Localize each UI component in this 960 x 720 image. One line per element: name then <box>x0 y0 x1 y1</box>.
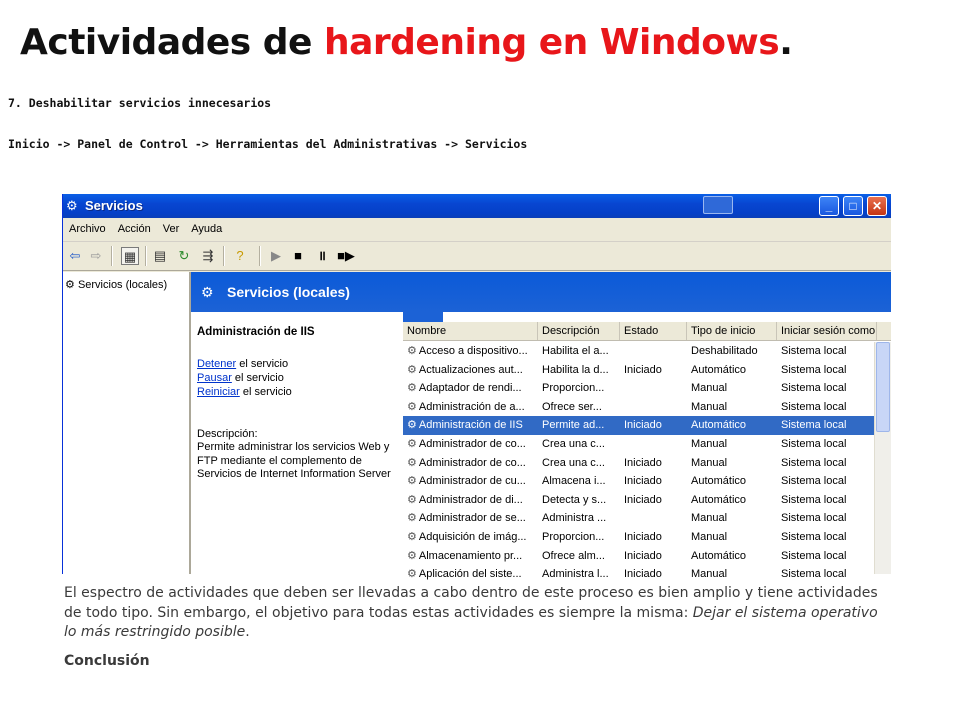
title-decoration <box>703 196 733 214</box>
cell-startup: Manual <box>691 512 728 525</box>
vertical-scrollbar[interactable] <box>874 342 891 574</box>
selected-service-name: Administración de IIS <box>197 326 315 338</box>
cell-state: Iniciado <box>624 456 662 469</box>
cell-desc: Detecta y s... <box>542 493 607 506</box>
service-gear-icon: ⚙ <box>407 345 417 357</box>
cell-startup: Automático <box>691 549 747 562</box>
cell-logon: Sistema local <box>781 363 847 376</box>
cell-logon: Sistema local <box>781 568 847 581</box>
description-text: Permite administrar los servicios Web y FTP mediante el complemento de Servicios de Internet Information Server <box>197 441 391 480</box>
service-row[interactable] <box>403 454 875 473</box>
title-bar <box>63 194 891 218</box>
close-button[interactable]: ✕ <box>867 196 887 216</box>
menu-ver[interactable]: Ver <box>162 223 180 235</box>
cell-logon: Sistema local <box>781 400 847 413</box>
cell-logon: Sistema local <box>781 419 847 432</box>
cell-startup: Manual <box>691 382 728 395</box>
pane-header <box>191 272 891 312</box>
help-icon[interactable]: ? <box>236 248 244 263</box>
cell-desc: Ofrece ser... <box>542 400 602 413</box>
cell-desc: Proporcion... <box>542 531 605 543</box>
toolbar <box>63 242 891 271</box>
list-header <box>403 322 891 341</box>
service-row[interactable] <box>403 565 875 584</box>
menu-accion[interactable]: Acción <box>117 223 151 235</box>
cell-logon: Sistema local <box>781 493 847 506</box>
cell-state <box>620 342 687 360</box>
cell-name: ⚙ Administrador de di... <box>407 493 523 506</box>
column-header-startup[interactable]: Tipo de inicio <box>687 322 777 340</box>
cell-state: Iniciado <box>624 419 662 432</box>
cell-name: ⚙ Administrador de co... <box>407 456 526 469</box>
minimize-button[interactable]: _ <box>819 196 839 216</box>
refresh-icon[interactable]: ↻ <box>178 248 190 263</box>
cell-desc: Permite ad... <box>542 419 605 432</box>
pause-icon[interactable]: ॥ <box>318 248 326 263</box>
cell-state: Iniciado <box>624 549 662 562</box>
cell-state: Iniciado <box>624 568 662 581</box>
cell-startup: Deshabilitado <box>691 345 758 357</box>
export-list-icon[interactable]: ⇶ <box>202 248 214 263</box>
cell-logon: Sistema local <box>781 382 847 395</box>
cell-desc: Ofrece alm... <box>542 549 605 562</box>
cell-logon: Sistema local <box>781 512 847 525</box>
cell-logon: Sistema local <box>781 549 847 562</box>
cell-logon: Sistema local <box>781 531 847 543</box>
cell-startup: Manual <box>691 568 728 581</box>
service-gear-icon: ⚙ <box>407 549 417 562</box>
cell-desc: Crea una c... <box>542 456 605 469</box>
service-row[interactable] <box>403 435 875 454</box>
cell-name: ⚙ Administrador de cu... <box>407 475 526 488</box>
pane-title: Servicios (locales) <box>227 284 350 300</box>
start-icon[interactable]: ▶ <box>271 248 281 263</box>
service-row[interactable] <box>403 379 875 398</box>
menu-ayuda[interactable]: Ayuda <box>191 223 223 235</box>
cell-logon: Sistema local <box>781 438 847 450</box>
services-gear-icon: ⚙ <box>66 198 78 213</box>
step-heading: 7. Deshabilitar servicios innecesarios <box>8 96 272 110</box>
service-gear-icon: ⚙ <box>407 531 417 543</box>
cell-state: Iniciado <box>624 475 662 488</box>
cell-name: ⚙ Actualizaciones aut... <box>407 363 523 376</box>
service-gear-icon: ⚙ <box>407 382 417 395</box>
cell-logon: Sistema local <box>781 456 847 469</box>
cell-name: ⚙ Adaptador de rendi... <box>407 382 522 395</box>
cell-name: ⚙ Acceso a dispositivo... <box>407 345 528 357</box>
cell-state: Iniciado <box>624 531 662 543</box>
back-icon[interactable]: ⇦ <box>69 248 81 263</box>
service-row[interactable] <box>403 361 875 380</box>
tree-node-services[interactable]: ⚙ Servicios (locales) <box>65 279 168 291</box>
conclusion-heading: Conclusión <box>64 653 150 669</box>
cell-startup: Automático <box>691 493 747 506</box>
menu-bar <box>63 219 891 242</box>
service-gear-icon: ⚙ <box>407 493 417 506</box>
service-row[interactable] <box>403 398 875 417</box>
explanation-paragraph: El espectro de actividades que deben ser llevadas a cabo dentro de este proceso es bien amplio y tiene actividades de todo tipo. Sin embargo, el objetivo para todas estas actividades es siempre la misma: Dejar el sistema operativo lo más restringido posible. <box>64 585 878 640</box>
slide-title: Actividades de hardening en Windows. <box>20 22 793 63</box>
cell-state <box>620 509 687 527</box>
stop-icon[interactable]: ■ <box>294 248 302 263</box>
cell-desc: Proporcion... <box>542 382 605 395</box>
properties-icon[interactable]: ▤ <box>153 248 167 263</box>
scrollbar-thumb[interactable] <box>876 342 890 432</box>
services-list <box>403 312 891 581</box>
service-gear-icon: ⚙ <box>407 456 417 469</box>
column-header-state[interactable]: Estado <box>620 322 687 340</box>
cell-startup: Manual <box>691 531 728 543</box>
cell-startup: Automático <box>691 475 747 488</box>
cell-name: ⚙ Administración de IIS <box>407 419 523 432</box>
menu-archivo[interactable]: Archivo <box>69 223 106 235</box>
cell-startup: Manual <box>691 456 728 469</box>
service-row[interactable] <box>403 472 875 491</box>
cell-name: ⚙ Administrador de se... <box>407 512 526 525</box>
service-gear-icon: ⚙ <box>407 363 417 376</box>
services-header-icon: ⚙ <box>201 284 214 300</box>
cell-startup: Manual <box>691 438 728 450</box>
pause-service-action: Pausar el servicio <box>197 372 284 384</box>
service-gear-icon: ⚙ <box>407 438 417 450</box>
description-label: Descripción: <box>197 428 258 440</box>
column-header-description[interactable]: Descripción <box>538 322 620 340</box>
cell-name: ⚙ Almacenamiento pr... <box>407 549 523 562</box>
cell-name: ⚙ Aplicación del siste... <box>407 568 522 581</box>
service-gear-icon: ⚙ <box>407 512 417 525</box>
pause-service-link[interactable]: Pausar <box>197 372 232 384</box>
service-gear-icon: ⚙ <box>407 400 417 413</box>
service-row[interactable] <box>403 547 875 566</box>
service-row[interactable] <box>403 416 875 435</box>
service-row[interactable] <box>403 509 875 528</box>
service-gear-icon: ⚙ <box>407 475 417 488</box>
cell-desc: Crea una c... <box>542 438 605 450</box>
maximize-button[interactable]: □ <box>843 196 863 216</box>
restart-service-action: Reiniciar el servicio <box>197 386 292 398</box>
cell-startup: Automático <box>691 419 747 432</box>
cell-name: ⚙ Adquisición de imág... <box>407 531 527 543</box>
column-header-logon[interactable]: Iniciar sesión como <box>777 322 877 340</box>
service-gear-icon: ⚙ <box>407 568 417 581</box>
cell-state: Iniciado <box>624 493 662 506</box>
service-row[interactable] <box>403 491 875 510</box>
restart-service-link[interactable]: Reiniciar <box>197 386 240 398</box>
cell-desc: Administra ... <box>542 512 607 525</box>
window-title: Servicios <box>85 198 143 213</box>
cell-desc: Habilita el a... <box>542 345 609 357</box>
cell-startup: Manual <box>691 400 728 413</box>
cell-logon: Sistema local <box>781 475 847 488</box>
navigation-path: Inicio -> Panel de Control -> Herramientas del Administrativas -> Servicios <box>8 137 528 151</box>
service-row[interactable] <box>403 528 875 547</box>
service-details <box>191 312 399 574</box>
column-header-name[interactable]: Nombre <box>403 322 538 340</box>
stop-service-link[interactable]: Detener <box>197 358 237 370</box>
service-gear-icon: ⚙ <box>407 419 417 432</box>
cell-state <box>620 398 687 416</box>
cell-name: ⚙ Administración de a... <box>407 400 525 413</box>
cell-state <box>620 379 687 397</box>
restart-icon[interactable]: ■▶ <box>337 248 355 263</box>
cell-state <box>620 435 687 453</box>
console-tree <box>63 272 191 574</box>
stop-service-action: Detener el servicio <box>197 358 289 370</box>
service-row[interactable] <box>403 342 875 361</box>
services-window <box>62 194 891 581</box>
cell-logon: Sistema local <box>781 345 847 357</box>
gears-icon: ⚙ <box>65 279 75 291</box>
console-tree-icon[interactable]: ▦ <box>121 247 139 265</box>
cell-name: ⚙ Administrador de co... <box>407 438 526 450</box>
cell-state: Iniciado <box>624 363 662 376</box>
forward-icon[interactable]: ⇨ <box>90 248 102 263</box>
services-pane <box>191 272 891 581</box>
cell-desc: Habilita la d... <box>542 363 609 376</box>
cell-desc: Almacena i... <box>542 475 606 488</box>
cell-startup: Automático <box>691 363 747 376</box>
cell-desc: Administra l... <box>542 568 609 581</box>
